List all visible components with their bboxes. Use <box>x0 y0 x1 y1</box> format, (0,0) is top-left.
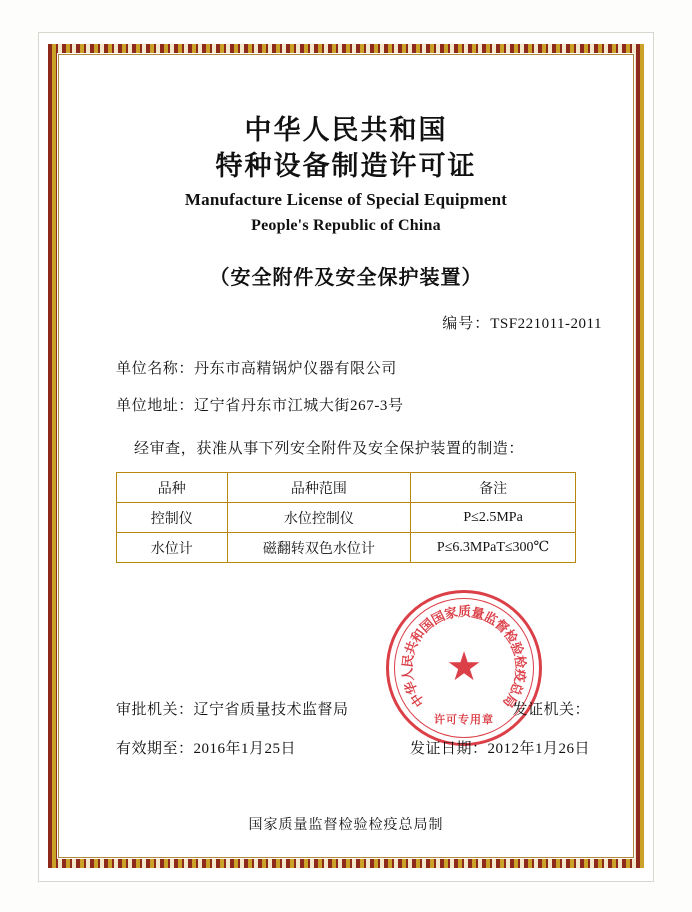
company-fields <box>62 357 630 415</box>
company-name-row <box>116 357 630 378</box>
seal-character: 中 <box>407 690 428 710</box>
title-english-line1: Manufacture License of Special Equipment <box>184 190 508 210</box>
table-cell-range: 磁翻转双色水位计 <box>227 533 411 563</box>
validity-row <box>116 737 596 758</box>
table-cell-category: 控制仪 <box>117 503 228 533</box>
footer-block <box>116 698 596 776</box>
seal-character: 质 <box>458 604 472 619</box>
seal-character: 家 <box>442 604 460 622</box>
seal-character: 人 <box>399 667 417 682</box>
valid-label: 有效期至： <box>116 741 194 757</box>
seal-character: 总 <box>507 680 526 698</box>
issue-date-value: 2012年1月26日 <box>487 741 590 757</box>
title-chinese-line1: 中华人民共和国 <box>244 115 448 145</box>
issue-date-text <box>410 737 596 758</box>
table-cell-remark: P≤6.3MPaT≤300℃ <box>411 533 576 563</box>
seal-character: 检 <box>511 654 529 670</box>
certificate-subtitle: （安全附件及安全保护装置） <box>209 267 483 290</box>
table-row <box>117 503 576 533</box>
title-chinese-line2: 特种设备制造许可证 <box>215 150 477 181</box>
issuing-authority-footer: 国家质量监督检验检疫总局制 <box>248 818 444 833</box>
table-cell-range: 水位控制仪 <box>227 503 411 533</box>
seal-character: 疫 <box>511 668 529 684</box>
issuer-label: 发证机关： <box>512 702 590 718</box>
seal-character: 共 <box>401 638 421 657</box>
table-cell-category: 水位计 <box>117 533 228 563</box>
seal-character: 督 <box>492 616 512 637</box>
seal-star-icon: ★ <box>446 644 482 690</box>
approver-text <box>116 698 349 719</box>
valid-value: 2016年1月25日 <box>193 741 297 757</box>
scope-table <box>116 472 576 563</box>
company-name-value: 丹东市高精锅炉仪器有限公司 <box>194 361 397 378</box>
company-address-value: 辽宁省丹东市江城大街267-3号 <box>194 398 404 415</box>
company-address-row <box>116 394 630 415</box>
issue-date-label: 发证日期： <box>409 741 488 757</box>
serial-number-value: TSF221011-2011 <box>490 316 602 333</box>
seal-character: 民 <box>399 653 417 669</box>
company-name-label: 单位名称： <box>116 361 195 378</box>
company-address-label: 单位地址： <box>116 398 195 415</box>
table-header-remark: 备注 <box>411 473 576 503</box>
valid-text <box>116 737 296 758</box>
seal-character: 监 <box>481 608 501 628</box>
title-english-line2: People's Republic of China <box>251 217 441 235</box>
seal-character: 华 <box>401 679 421 697</box>
table-header-row <box>117 473 576 503</box>
seal-bottom-text: 许可专用章 <box>434 714 494 726</box>
serial-number-label: 编号： <box>442 316 491 333</box>
certificate-content <box>62 58 630 854</box>
approver-value: 辽宁省质量技术监督局 <box>193 702 349 718</box>
table-header-range: 品种范围 <box>227 473 411 503</box>
table-cell-remark: P≤2.5MPa <box>411 503 576 533</box>
seal-character: 量 <box>469 604 487 623</box>
seal-character: 局 <box>500 691 520 711</box>
seal-character: 验 <box>507 639 527 658</box>
seal-character: 和 <box>407 626 428 646</box>
serial-number-row <box>62 312 630 333</box>
seal-character: 国 <box>416 615 437 636</box>
issuer-text <box>512 698 596 719</box>
table-header-category: 品种 <box>117 473 228 503</box>
approver-label: 审批机关： <box>116 702 194 718</box>
approval-statement: 经审查，获准从事下列安全附件及安全保护装置的制造： <box>134 441 525 458</box>
approver-row <box>116 698 596 719</box>
table-row <box>117 533 576 563</box>
seal-character: 国 <box>428 608 448 628</box>
seal-character: 检 <box>501 626 521 647</box>
